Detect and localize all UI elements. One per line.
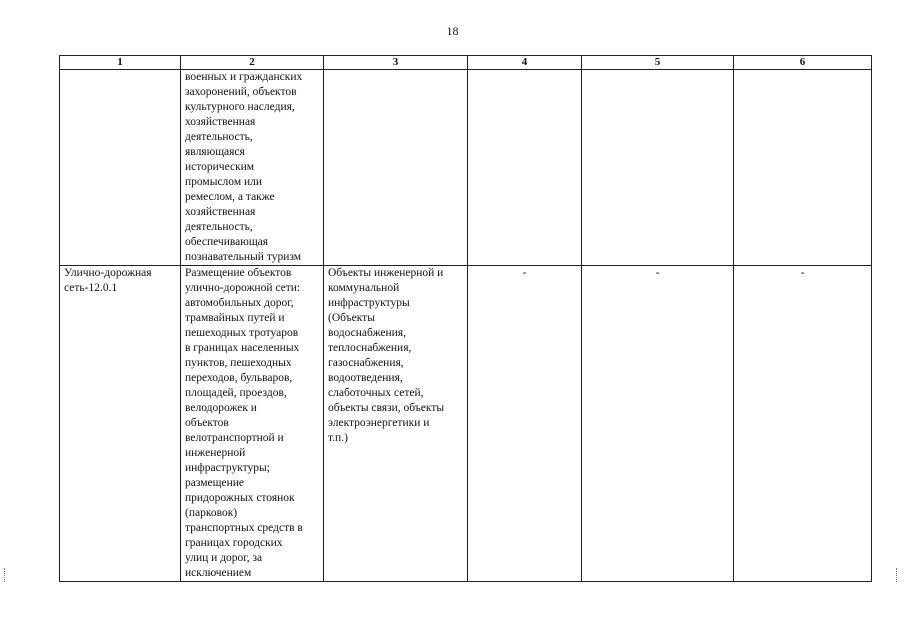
header-col-6: 6 xyxy=(734,56,872,70)
row2-col2 xyxy=(181,266,324,582)
dash-value: - xyxy=(655,267,660,279)
row1-col6 xyxy=(734,70,872,266)
row1-col2 xyxy=(181,70,324,266)
header-col-3: 3 xyxy=(324,56,468,70)
cell-text: военных и гражданских захоронений, объектов культурного наследия, хозяйственная деятельность, являющаяся историческим промыслом или ремеслом, а также хозяйственная деятельность, обеспечивающая познавательный туризм xyxy=(185,71,303,263)
dash-value: - xyxy=(522,267,527,279)
row1-col1 xyxy=(60,70,181,266)
table-row xyxy=(60,70,872,266)
header-col-5: 5 xyxy=(582,56,734,70)
row2-col5 xyxy=(582,266,734,582)
cell-text: Улично-дорожная сеть-12.0.1 xyxy=(64,267,152,294)
left-margin-mark xyxy=(4,568,7,582)
table-row xyxy=(60,266,872,582)
header-col-1: 1 xyxy=(60,56,181,70)
zoning-table xyxy=(59,55,872,582)
header-row xyxy=(60,56,872,70)
row1-col4 xyxy=(468,70,582,266)
cell-text: Размещение объектов улично-дорожной сети: автомобильных дорог, трамвайных путей и пешеходных тротуаров в границах населенных пунктов, пешеходных переходов, бульваров, площадей, проездов, велодорожек и объектов велотранспортной и инженерной инфраструктуры; размещение придорожных стоянок (парковок) транспортных средств в границах городских улиц и дорог, за исключением xyxy=(185,267,303,579)
row2-col3 xyxy=(324,266,468,582)
dash-value: - xyxy=(800,267,805,279)
right-margin-mark xyxy=(896,568,899,582)
row2-col6 xyxy=(734,266,872,582)
header-col-2: 2 xyxy=(181,56,324,70)
row2-col1 xyxy=(60,266,181,582)
row1-col5 xyxy=(582,70,734,266)
header-col-4: 4 xyxy=(468,56,582,70)
page-number: 18 xyxy=(446,24,459,38)
cell-text: Объекты инженерной и коммунальной инфраструктуры (Объекты водоснабжения, теплоснабжения, газоснабжения, водоотведения, слаботочных сетей, объекты связи, объекты электроэнергетики и т.п.) xyxy=(328,267,445,444)
row1-col3 xyxy=(324,70,468,266)
row2-col4 xyxy=(468,266,582,582)
